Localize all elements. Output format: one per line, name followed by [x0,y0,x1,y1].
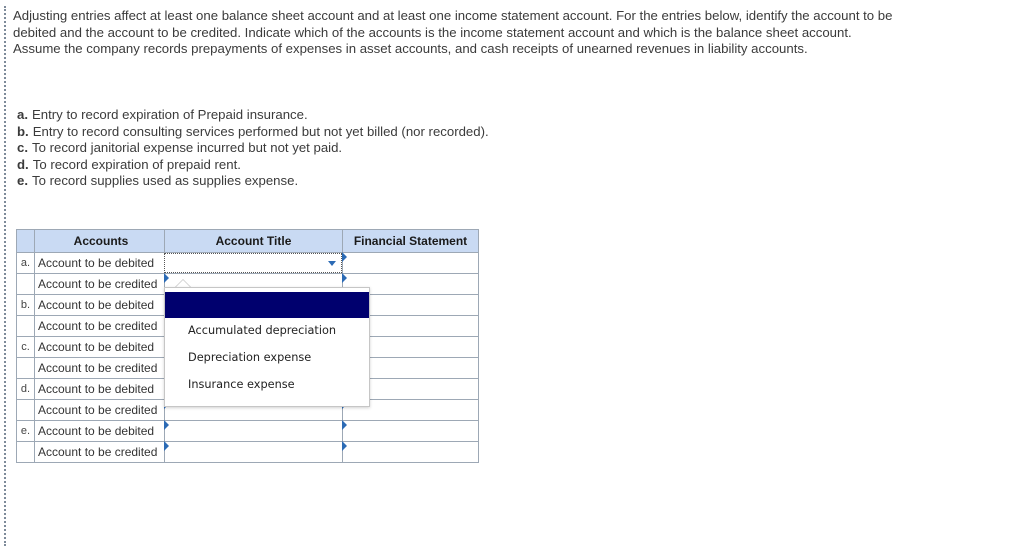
entry-text: To record janitorial expense incurred but not yet paid. [32,140,343,156]
row-letter: e. [17,421,35,442]
entry-letter: d. [17,156,29,172]
row-account-label: Account to be credited [35,400,165,421]
entry-letter: a. [17,107,28,122]
account-title-select[interactable] [165,421,343,442]
row-account-label: Account to be credited [35,316,165,337]
dropdown-option-accumulated-depreciation[interactable]: Accumulated depreciation [188,324,337,337]
row-letter: a. [17,253,35,274]
entry-a [17,107,489,124]
row-letter: c. [17,337,35,358]
row-account-label: Account to be credited [35,274,165,295]
entries-list [17,107,489,190]
row-letter: d. [17,379,35,400]
entry-letter: e. [17,173,28,189]
financial-statement-select[interactable] [343,253,479,274]
row-account-label: Account to be debited [35,253,165,274]
entry-letter: b. [17,123,29,139]
row-account-label: Account to be debited [35,421,165,442]
entry-d [17,157,489,174]
financial-statement-select[interactable] [343,421,479,442]
table-row [17,442,479,463]
row-letter [17,400,35,421]
header-account-title: Account Title [165,230,343,253]
account-title-select-active[interactable] [164,253,342,273]
entry-text: To record expiration of prepaid rent. [32,156,241,172]
account-title-dropdown [164,287,370,407]
entry-text: Entry to record consulting services performed but not yet billed (nor recorded). [32,123,489,139]
dropdown-option-depreciation-expense[interactable]: Depreciation expense [188,351,312,364]
dropdown-marker-icon [164,273,169,283]
dropdown-marker-icon [342,252,347,262]
dropdown-pointer [175,279,191,287]
header-accounts: Accounts [35,230,165,253]
account-title-select[interactable] [165,442,343,463]
entry-text: Entry to record expiration of Prepaid insurance. [32,107,308,122]
entry-e [17,173,489,190]
dropdown-marker-icon [342,420,347,430]
row-letter [17,442,35,463]
row-letter: b. [17,295,35,316]
row-letter [17,316,35,337]
dropdown-option-insurance-expense[interactable]: Insurance expense [188,378,295,391]
row-account-label: Account to be debited [35,379,165,400]
chevron-down-icon[interactable] [328,261,336,266]
dropdown-marker-icon [164,441,169,451]
entry-text: To record supplies used as supplies expense. [32,173,299,189]
dropdown-marker-icon [342,441,347,451]
dropdown-option-blank[interactable] [165,292,369,318]
row-account-label: Account to be credited [35,358,165,379]
header-financial-statement: Financial Statement [343,230,479,253]
dropdown-marker-icon [164,420,169,430]
instructions-text: Adjusting entries affect at least one balance sheet account and at least one income statement account. For the entries below, identify the account to be debited and the account to be credited. Indicate which of the accounts is the income statement account and which is the balance sheet account. Assume the company records prepayments of expenses in asset accounts, and cash receipts of unearned revenues in liability accounts. [13,8,893,57]
financial-statement-select[interactable] [343,442,479,463]
header-letter-cell [17,230,35,253]
row-letter [17,274,35,295]
row-letter [17,358,35,379]
table-row [17,421,479,442]
dropdown-marker-icon [342,273,347,283]
entry-letter: c. [17,140,28,156]
entry-b [17,124,489,141]
row-account-label: Account to be debited [35,295,165,316]
row-account-label: Account to be credited [35,442,165,463]
entry-c [17,140,489,157]
row-account-label: Account to be debited [35,337,165,358]
